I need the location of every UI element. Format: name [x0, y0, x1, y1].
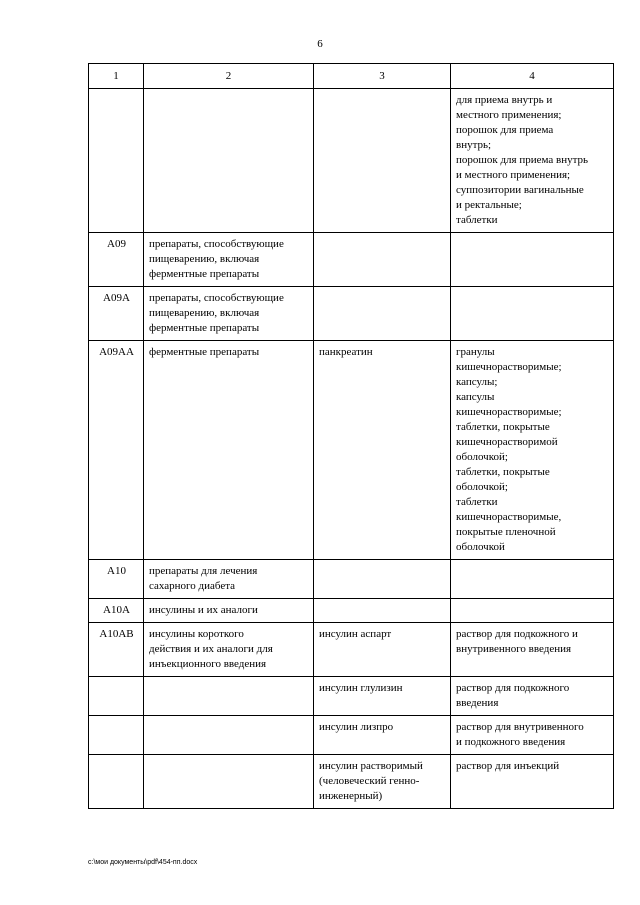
substance-cell: [314, 599, 451, 623]
table-row: [89, 560, 614, 599]
group-cell: [144, 716, 314, 755]
substance-cell: инсулин глулизин: [314, 677, 451, 716]
substance-cell: инсулин лизпро: [314, 716, 451, 755]
table-header-row: [89, 64, 614, 89]
column-header-3: 3: [314, 64, 451, 89]
group-cell: ферментные препараты: [144, 341, 314, 560]
substance-cell: инсулин аспарт: [314, 623, 451, 677]
column-header-1: 1: [89, 64, 144, 89]
dosage-form-cell: [451, 560, 614, 599]
dosage-form-cell: для приема внутрь и местного применения; порошок для приема внутрь; порошок для приема внутрь и местного применения; суппозитории вагинальные и ректальные; таблетки: [451, 89, 614, 233]
table-row: [89, 287, 614, 341]
page-number: 6: [317, 38, 323, 50]
dosage-form-cell: [451, 233, 614, 287]
atc-code-cell: [89, 755, 144, 809]
group-cell: [144, 89, 314, 233]
group-cell: препараты, способствующие пищеварению, включая ферментные препараты: [144, 233, 314, 287]
table-row: [89, 716, 614, 755]
table-row: [89, 623, 614, 677]
atc-code-cell: А09: [89, 233, 144, 287]
table-row: [89, 89, 614, 233]
substance-cell: [314, 89, 451, 233]
group-cell: [144, 755, 314, 809]
substance-cell: панкреатин: [314, 341, 451, 560]
drug-table: [88, 63, 614, 809]
substance-cell: инсулин растворимый (человеческий генно- инженерный): [314, 755, 451, 809]
group-cell: инсулины и их аналоги: [144, 599, 314, 623]
file-path-footer: c:\мои документы\pdf\454-пп.docx: [88, 859, 198, 866]
atc-code-cell: А10АВ: [89, 623, 144, 677]
group-cell: препараты, способствующие пищеварению, включая ферментные препараты: [144, 287, 314, 341]
table-row: [89, 677, 614, 716]
table-row: [89, 341, 614, 560]
group-cell: препараты для лечения сахарного диабета: [144, 560, 314, 599]
table-row: [89, 755, 614, 809]
dosage-form-cell: гранулы кишечнорастворимые; капсулы; капсулы кишечнорастворимые; таблетки, покрытые кишечнорастворимой оболочкой; таблетки, покрытые оболочкой; таблетки кишечнорастворимые, покрытые пленочной оболочкой: [451, 341, 614, 560]
dosage-form-cell: [451, 287, 614, 341]
dosage-form-cell: раствор для внутривенного и подкожного введения: [451, 716, 614, 755]
atc-code-cell: [89, 677, 144, 716]
atc-code-cell: А09АА: [89, 341, 144, 560]
dosage-form-cell: раствор для подкожного введения: [451, 677, 614, 716]
dosage-form-cell: раствор для подкожного и внутривенного введения: [451, 623, 614, 677]
atc-code-cell: А10: [89, 560, 144, 599]
table-row: [89, 599, 614, 623]
dosage-form-cell: раствор для инъекций: [451, 755, 614, 809]
substance-cell: [314, 233, 451, 287]
atc-code-cell: [89, 89, 144, 233]
substance-cell: [314, 287, 451, 341]
substance-cell: [314, 560, 451, 599]
dosage-form-cell: [451, 599, 614, 623]
atc-code-cell: А09А: [89, 287, 144, 341]
group-cell: [144, 677, 314, 716]
table-row: [89, 233, 614, 287]
atc-code-cell: [89, 716, 144, 755]
column-header-2: 2: [144, 64, 314, 89]
atc-code-cell: А10А: [89, 599, 144, 623]
column-header-4: 4: [451, 64, 614, 89]
group-cell: инсулины короткого действия и их аналоги для инъекционного введения: [144, 623, 314, 677]
